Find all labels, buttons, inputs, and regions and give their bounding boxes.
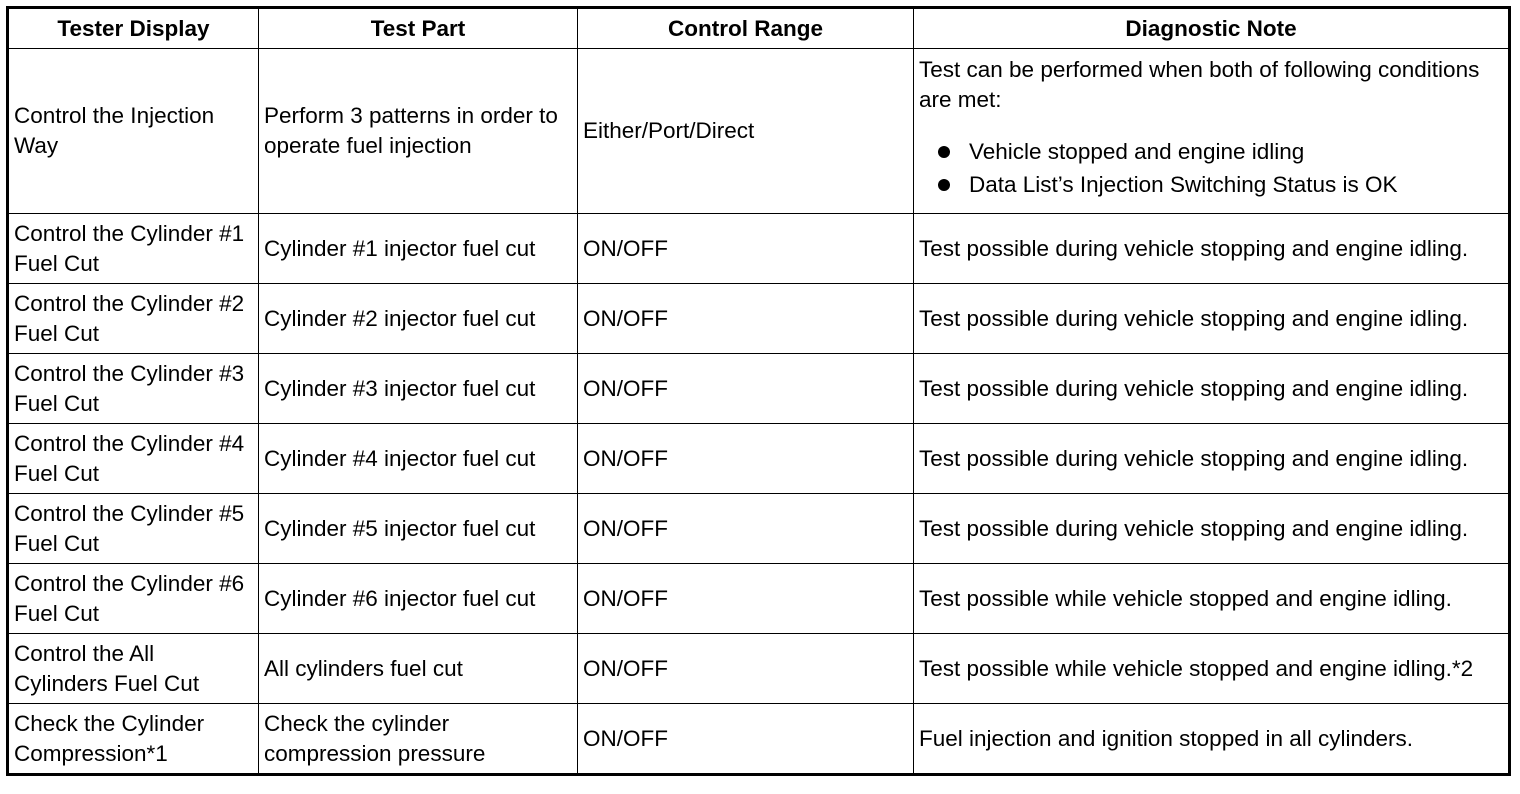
note-bullet-list [919, 135, 1503, 201]
cell-tester-display: Control the Cylinder #4 Fuel Cut [8, 424, 259, 494]
cell-tester-display: Control the Cylinder #6 Fuel Cut [8, 564, 259, 634]
cell-control-range: ON/OFF [578, 564, 914, 634]
header-test-part: Test Part [259, 8, 578, 49]
table-row [8, 704, 1510, 775]
cell-test-part: Cylinder #2 injector fuel cut [259, 284, 578, 354]
cell-test-part: Perform 3 patterns in order to operate fuel injection [259, 49, 578, 214]
header-row [8, 8, 1510, 49]
table-row [8, 564, 1510, 634]
note-bullet-item: Data List’s Injection Switching Status is OK [919, 168, 1503, 201]
active-test-table-container [6, 6, 1511, 776]
header-control-range: Control Range [578, 8, 914, 49]
table-row [8, 634, 1510, 704]
cell-test-part: Cylinder #6 injector fuel cut [259, 564, 578, 634]
cell-diagnostic-note: Test possible during vehicle stopping and engine idling. [914, 284, 1510, 354]
cell-diagnostic-note: Fuel injection and ignition stopped in all cylinders. [914, 704, 1510, 775]
cell-diagnostic-note: Test possible during vehicle stopping and engine idling. [914, 424, 1510, 494]
cell-tester-display: Control the Injection Way [8, 49, 259, 214]
header-tester-display: Tester Display [8, 8, 259, 49]
table-row [8, 424, 1510, 494]
cell-tester-display: Control the Cylinder #5 Fuel Cut [8, 494, 259, 564]
cell-test-part: Cylinder #1 injector fuel cut [259, 214, 578, 284]
table-row [8, 49, 1510, 214]
active-test-table [6, 6, 1511, 776]
cell-tester-display: Control the Cylinder #3 Fuel Cut [8, 354, 259, 424]
table-row [8, 354, 1510, 424]
cell-tester-display: Control the Cylinder #2 Fuel Cut [8, 284, 259, 354]
cell-control-range: ON/OFF [578, 214, 914, 284]
table-row [8, 214, 1510, 284]
cell-test-part: Check the cylinder compression pressure [259, 704, 578, 775]
table-row [8, 494, 1510, 564]
cell-diagnostic-note: Test possible during vehicle stopping and engine idling. [914, 214, 1510, 284]
cell-diagnostic-note: Test possible while vehicle stopped and engine idling.*2 [914, 634, 1510, 704]
cell-test-part: Cylinder #5 injector fuel cut [259, 494, 578, 564]
cell-control-range: ON/OFF [578, 284, 914, 354]
table-row [8, 284, 1510, 354]
cell-tester-display: Control the Cylinder #1 Fuel Cut [8, 214, 259, 284]
cell-control-range: Either/Port/Direct [578, 49, 914, 214]
cell-diagnostic-note [914, 49, 1510, 214]
cell-test-part: Cylinder #3 injector fuel cut [259, 354, 578, 424]
header-diagnostic-note: Diagnostic Note [914, 8, 1510, 49]
cell-diagnostic-note: Test possible during vehicle stopping and engine idling. [914, 354, 1510, 424]
cell-test-part: Cylinder #4 injector fuel cut [259, 424, 578, 494]
cell-tester-display: Check the Cylinder Compression*1 [8, 704, 259, 775]
cell-control-range: ON/OFF [578, 354, 914, 424]
cell-control-range: ON/OFF [578, 424, 914, 494]
cell-diagnostic-note: Test possible during vehicle stopping and engine idling. [914, 494, 1510, 564]
cell-control-range: ON/OFF [578, 704, 914, 775]
cell-control-range: ON/OFF [578, 634, 914, 704]
note-bullet-item: Vehicle stopped and engine idling [919, 135, 1503, 168]
cell-tester-display: Control the All Cylinders Fuel Cut [8, 634, 259, 704]
cell-diagnostic-note: Test possible while vehicle stopped and engine idling. [914, 564, 1510, 634]
cell-test-part: All cylinders fuel cut [259, 634, 578, 704]
cell-control-range: ON/OFF [578, 494, 914, 564]
note-intro-text: Test can be performed when both of following conditions are met: [919, 57, 1480, 112]
